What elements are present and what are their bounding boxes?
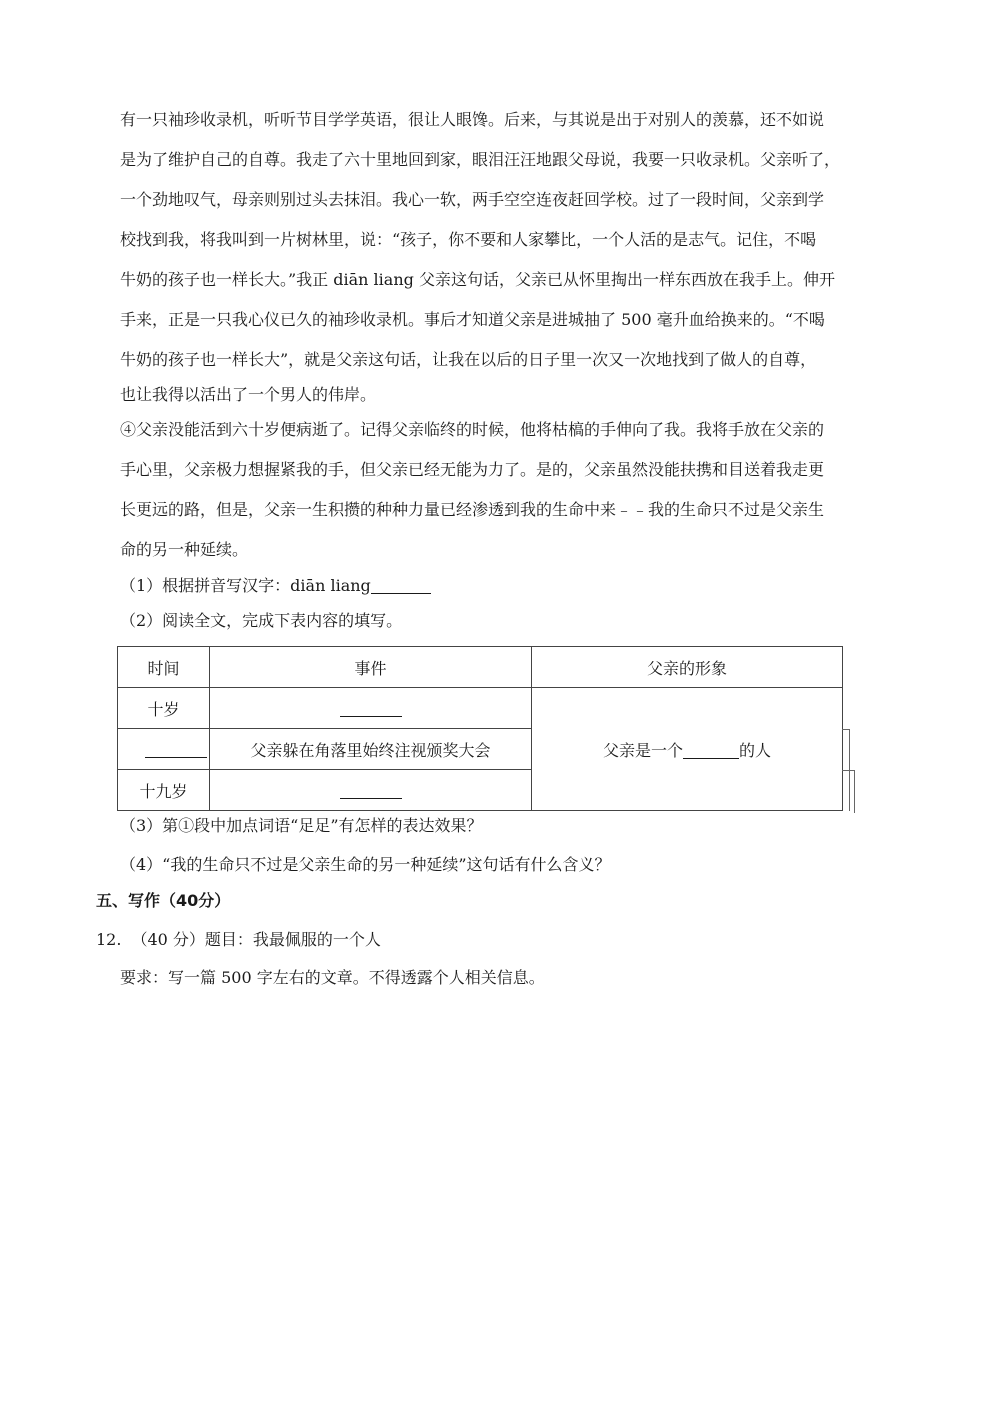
table-cell-image xyxy=(532,688,843,811)
item-number: 12. xyxy=(96,930,122,949)
table-cell-time: 十九岁 xyxy=(118,770,210,811)
passage-line: 是为了维护自己的自尊。我走了六十里地回到家，眼泪汪汪地跟父母说，我要一只收录机。父亲听了， xyxy=(120,150,841,169)
table-cell-event xyxy=(210,688,532,729)
question-3: （3）第①段中加点词语“足足”有怎样的表达效果？ xyxy=(120,816,483,835)
answer-blank[interactable] xyxy=(145,741,207,758)
passage-line: 也让我得以活出了一个男人的伟岸。 xyxy=(120,385,377,404)
table-header: 事件 xyxy=(210,647,532,688)
answer-table xyxy=(117,646,843,811)
table-cell-event xyxy=(210,770,532,811)
question-4: （4）“我的生命只不过是父亲生命的另一种延续”这句话有什么含义？ xyxy=(120,855,611,874)
table-header-row xyxy=(118,647,843,688)
passage-line: 一个劲地叹气，母亲则别过头去抹泪。我心一软，两手空空连夜赶回学校。过了一段时间，父亲到学 xyxy=(120,190,825,209)
table-cell-time xyxy=(118,729,210,770)
paragraph-4-line: 长更远的路，但是，父亲一生积攒的种种力量已经渗透到我的生命中来﹣﹣我的生命只不过是父亲生 xyxy=(120,500,825,519)
answer-blank[interactable] xyxy=(371,577,431,594)
table-header: 时间 xyxy=(118,647,210,688)
table-row xyxy=(118,688,843,729)
passage-line: 手来，正是一只我心仪已久的袖珍收录机。事后才知道父亲是进城抽了 500 毫升血给换来的。“不喝 xyxy=(120,310,825,329)
paragraph-4-line: 命的另一种延续。 xyxy=(120,540,249,559)
table-cell-event: 父亲躲在角落里始终注视颁奖大会 xyxy=(210,729,532,770)
answer-blank[interactable] xyxy=(340,700,402,717)
passage-line: 牛奶的孩子也一样长大”，就是父亲这句话，让我在以后的日子里一次又一次地找到了做人的自尊， xyxy=(120,350,817,369)
image-suffix: 的人 xyxy=(739,740,772,760)
paragraph-4-line: 手心里，父亲极力想握紧我的手，但父亲已经无能为力了。是的，父亲虽然没能扶携和目送着我走更 xyxy=(120,460,825,479)
answer-blank[interactable] xyxy=(683,742,739,759)
paragraph-4-line: ④父亲没能活到六十岁便病逝了。记得父亲临终的时候，他将枯槁的手伸向了我。我将手放在父亲的 xyxy=(120,420,825,439)
question-1-text: （1）根据拼音写汉字：diān liang xyxy=(120,576,371,595)
item-title: （40 分）题目：我最佩服的一个人 xyxy=(131,930,381,949)
writing-prompt xyxy=(96,928,381,952)
passage-line: 牛奶的孩子也一样长大。”我正 diān liang 父亲这句话，父亲已从怀里掏出一样东西放在我手上。伸开 xyxy=(120,270,835,289)
image-prefix: 父亲是一个 xyxy=(602,740,683,760)
table-header: 父亲的形象 xyxy=(532,647,843,688)
question-2: （2）阅读全文，完成下表内容的填写。 xyxy=(120,611,403,630)
answer-blank[interactable] xyxy=(340,782,402,799)
table-edge-line xyxy=(842,770,855,813)
passage-line: 校找到我，将我叫到一片树林里，说：“孩子，你不要和人家攀比，一个人活的是志气。记住，不喝 xyxy=(120,230,817,249)
question-1 xyxy=(120,574,431,598)
section-heading: 五、写作（40分） xyxy=(96,891,231,910)
passage-line: 有一只袖珍收录机，听听节目学学英语，很让人眼馋。后来，与其说是出于对别人的羡慕，还不如说 xyxy=(120,110,825,129)
table-cell-time: 十岁 xyxy=(118,688,210,729)
writing-requirement: 要求：写一篇 500 字左右的文章。不得透露个人相关信息。 xyxy=(120,968,545,987)
